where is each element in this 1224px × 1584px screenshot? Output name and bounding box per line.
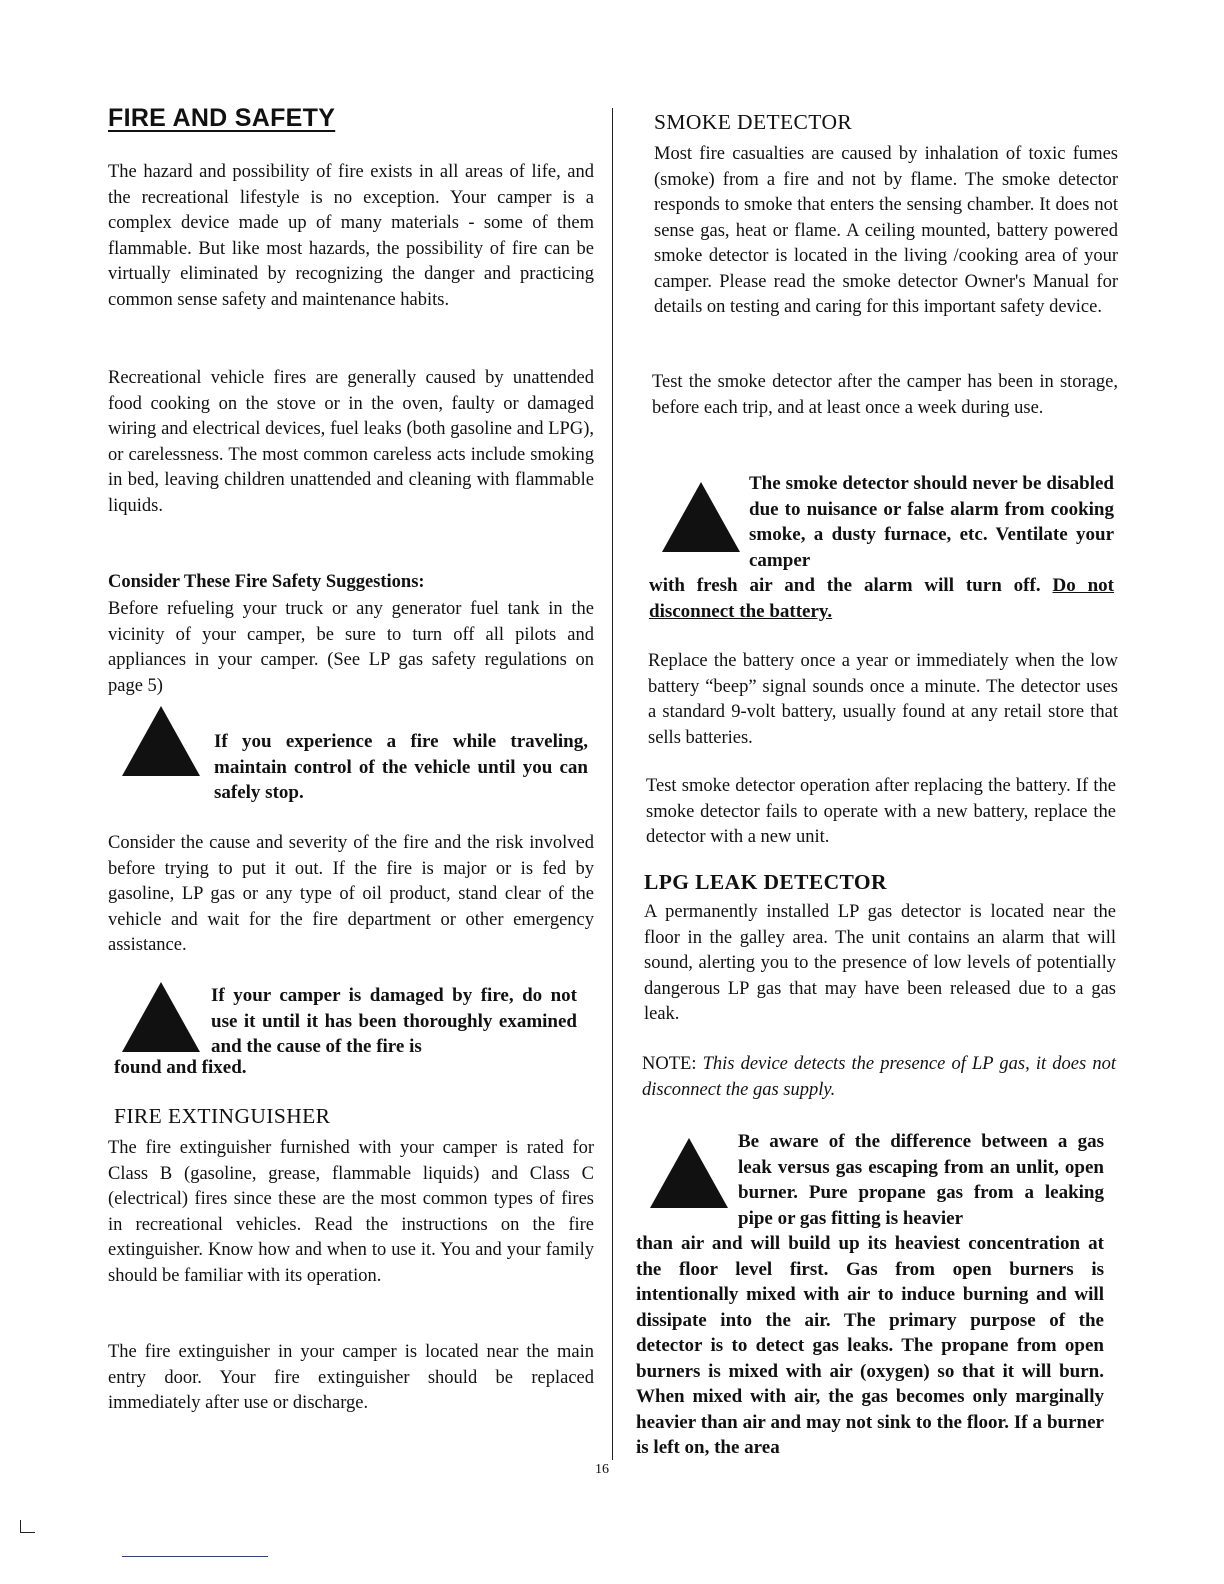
warning-gas-leak: Be aware of the difference between a gas leak versus gas escaping from an unlit, open burner. Pure propane gas from a leaking pipe or gas fitting is heavier <box>738 1131 1104 1229</box>
warning-gas-leak-continued: than air and will build up its heaviest concentration at the floor level first. Gas from open burners is intentionally mixed with air to induce burning and will dissipate into the air. The primary purpose of the detector is to detect gas leaks. The propane from open burners is mixed with air (oxygen) so that it will burn. When mixed with air, the gas becomes only marginally heavier than air and may not sink to the floor. If a burner is left on, the area <box>636 1233 1104 1458</box>
warning-fire-damage: If your camper is damaged by fire, do not use it until it has been thoroughly examined and the cause of the fire is <box>211 985 577 1057</box>
warning-smoke-detector: The smoke detector should never be disabled due to nuisance or false alarm from cooking smoke, a dusty furnace, etc. Ventilate your camper <box>749 473 1114 571</box>
column-divider <box>612 108 613 1460</box>
note-label: NOTE: <box>642 1054 697 1074</box>
fire-extinguisher-paragraph: The fire extinguisher furnished with your camper is rated for Class B (gasoline, grease, flammable liquids) and Class C (electrical) fires since these are the most common types of fires in recreational vehicles. Read the instructions on the fire extinguisher. Know how and when to use it. You and your family should be familiar with its operation. <box>108 1138 594 1286</box>
page-number: 16 <box>595 1462 609 1477</box>
warning-disconnect-battery-text: Do not disconnect the battery. <box>649 575 1115 622</box>
intro-paragraph: The hazard and possibility of fire exists in all areas of life, and the recreational lifestyle is no exception. Your camper is a complex device made up of many materials - some of them flammable. But like most hazards, the possibility of fire can be virtually eliminated by recognizing the danger and practicing common sense safety and maintenance habits. <box>108 162 594 310</box>
smoke-detector-paragraph: Most fire casualties are caused by inhalation of toxic fumes (smoke) from a fire and not by flame. The smoke detector responds to smoke that enters the sensing chamber. It does not sense gas, heat or flame. A ceiling mounted, battery powered smoke detector is located in the living /cooking area of your camper. Please read the smoke detector Owner's Manual for details on testing and caring for this important safety device. <box>654 144 1118 317</box>
warning-smoke-detector-end <box>649 573 1114 624</box>
fire-extinguisher-heading: FIRE EXTINGUISHER <box>114 1104 331 1128</box>
warning-ventilate-text: with fresh air and the alarm will turn off. <box>649 575 1041 596</box>
lpg-note <box>642 1052 1116 1103</box>
lpg-detector-heading: LPG LEAK DETECTOR <box>644 870 887 894</box>
causes-paragraph: Recreational vehicle fires are generally caused by unattended food cooking on the stove or in the oven, faulty or damaged wiring and electrical devices, fuel leaks (both gasoline and LPG), or carelessness. The most common careless acts include smoking in bed, leaving children unattended and cleaning with flammable liquids. <box>108 368 594 516</box>
consider-cause-paragraph: Consider the cause and severity of the fire and the risk involved before trying to put it out. If the fire is major or is fed by gasoline, LP gas or any type of oil product, stand clear of the vehicle and wait for the fire department or other emergency assistance. <box>108 833 594 955</box>
suggestions-paragraph: Before refueling your truck or any generator fuel tank in the vicinity of your camper, be sure to turn off all pilots and appliances in your camper. (See LP gas safety regulations on page 5) <box>108 599 594 696</box>
warning-fire-traveling: If you experience a fire while traveling, maintain control of the vehicle until you can safely stop. <box>214 731 588 803</box>
test-after-paragraph: Test smoke detector operation after replacing the battery. If the smoke detector fails to operate with a new battery, replace the detector with a new unit. <box>646 776 1116 847</box>
smoke-detector-heading: SMOKE DETECTOR <box>654 110 853 134</box>
note-text: This device detects the presence of LP gas, it does not disconnect the gas supply. <box>642 1054 1117 1100</box>
fire-extinguisher-location-paragraph: The fire extinguisher in your camper is located near the main entry door. Your fire extinguisher should be replaced immediately after use or discharge. <box>108 1342 594 1413</box>
warning-triangle-icon <box>122 982 200 1052</box>
warning-fire-damage-end: found and fixed. <box>114 1057 247 1078</box>
battery-replace-paragraph: Replace the battery once a year or immediately when the low battery “beep” signal sounds once a minute. The detector uses a standard 9-volt battery, usually found at any retail store that sells batteries. <box>648 651 1118 748</box>
suggestions-heading: Consider These Fire Safety Suggestions: <box>108 572 425 592</box>
smoke-test-paragraph: Test the smoke detector after the camper has been in storage, before each trip, and at least once a week during use. <box>652 372 1118 418</box>
warning-triangle-icon <box>662 482 740 552</box>
page-title: FIRE AND SAFETY <box>108 104 336 132</box>
warning-triangle-icon <box>650 1138 728 1208</box>
footer-line <box>122 1556 268 1557</box>
scan-corner-mark <box>20 1520 35 1533</box>
warning-triangle-icon <box>122 706 200 776</box>
lpg-detector-paragraph: A permanently installed LP gas detector is located near the floor in the galley area. The unit contains an alarm that will sound, alerting you to the presence of low levels of potentially dangerous LP gas that may have been released due to a gas leak. <box>644 902 1116 1024</box>
